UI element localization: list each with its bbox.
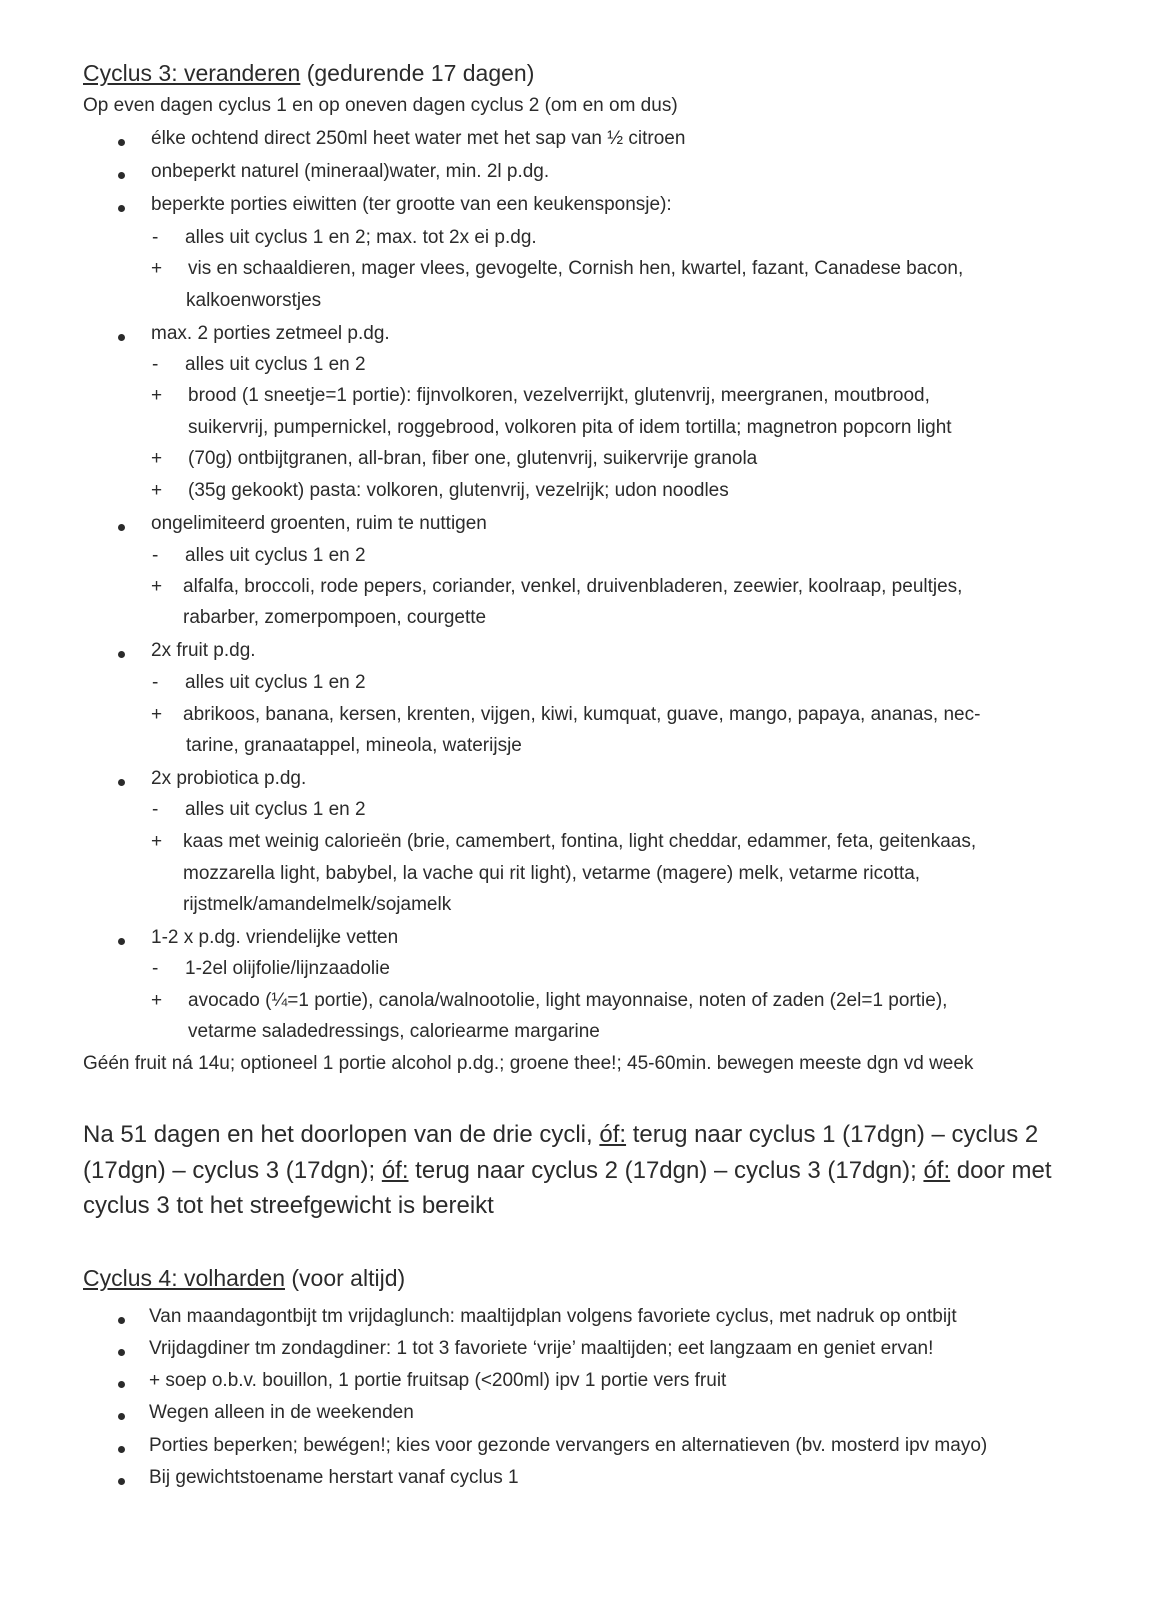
list-item: 1-2 x p.dg. vriendelijke vetten	[151, 927, 399, 948]
list-item: onbeperkt naturel (mineraal)water, min. 2l p.dg.	[151, 161, 550, 182]
plus-mark: +	[151, 448, 163, 469]
sub-item-cont: kalkoenworstjes	[186, 290, 322, 311]
na51-text: terug naar cyclus 1 (17dgn) – cyclus 2	[626, 1121, 1039, 1148]
minus-mark: -	[152, 227, 159, 248]
bullet-dot	[118, 1413, 125, 1420]
bullet-dot	[118, 205, 125, 212]
list-item: Porties beperken; bewégen!; kies voor gezonde vervangers en alternatieven (bv. mosterd ipv mayo)	[149, 1435, 988, 1456]
bullet-dot	[118, 139, 125, 146]
na51-line-1	[83, 1119, 1038, 1151]
na51-text: (17dgn) – cyclus 3 (17dgn);	[83, 1157, 382, 1184]
list-item: Vrijdagdiner tm zondagdiner: 1 tot 3 favoriete ‘vrije’ maaltijden; eet langzaam en geniet ervan!	[149, 1338, 934, 1359]
minus-mark: -	[152, 799, 159, 820]
cyclus3-title-rest: (gedurende 17 dagen)	[300, 60, 535, 86]
minus-mark: -	[152, 958, 159, 979]
bullet-dot	[118, 1478, 125, 1485]
sub-item-cont: vetarme saladedressings, caloriearme margarine	[188, 1021, 600, 1042]
plus-mark: +	[151, 990, 163, 1011]
sub-item: alles uit cyclus 1 en 2; max. tot 2x ei p.dg.	[185, 227, 537, 248]
list-item: Wegen alleen in de weekenden	[149, 1402, 414, 1423]
sub-item: alfalfa, broccoli, rode pepers, coriander, venkel, druivenbladeren, zeewier, koolraap, peultjes,	[183, 576, 963, 597]
list-item: ongelimiteerd groenten, ruim te nuttigen	[151, 513, 487, 534]
sub-item: alles uit cyclus 1 en 2	[185, 354, 366, 375]
sub-item: 1-2el olijfolie/lijnzaadolie	[185, 958, 390, 979]
sub-item: brood (1 sneetje=1 portie): fijnvolkoren, vezelverrijkt, glutenvrij, meergranen, moutbrood,	[188, 385, 930, 406]
sub-item: (70g) ontbijtgranen, all-bran, fiber one, glutenvrij, suikervrije granola	[188, 448, 758, 469]
plus-mark: +	[151, 480, 163, 501]
bullet-dot	[118, 1349, 125, 1356]
na51-text: terug naar cyclus 2 (17dgn) – cyclus 3 (17dgn);	[408, 1157, 924, 1184]
minus-mark: -	[152, 545, 159, 566]
sub-item: alles uit cyclus 1 en 2	[185, 545, 366, 566]
list-item: Van maandagontbijt tm vrijdaglunch: maaltijdplan volgens favoriete cyclus, met nadruk op ontbijt	[149, 1306, 957, 1327]
plus-mark: +	[151, 576, 163, 597]
cyclus4-heading	[83, 1264, 405, 1292]
minus-mark: -	[152, 354, 159, 375]
bullet-dot	[118, 172, 125, 179]
sub-item-cont: rabarber, zomerpompoen, courgette	[183, 607, 487, 628]
plus-mark: +	[151, 831, 163, 852]
list-item: 2x fruit p.dg.	[151, 640, 256, 661]
sub-item-cont: mozzarella light, babybel, la vache qui rit light), vetarme (magere) melk, vetarme ricotta,	[183, 863, 921, 884]
bullet-dot	[118, 334, 125, 341]
list-item: max. 2 porties zetmeel p.dg.	[151, 323, 390, 344]
cyclus4-title-rest: (voor altijd)	[285, 1265, 406, 1291]
na51-text: door met	[950, 1157, 1052, 1184]
list-item: Bij gewichtstoename herstart vanaf cyclus 1	[149, 1467, 519, 1488]
bullet-dot	[118, 1317, 125, 1324]
list-item: + soep o.b.v. bouillon, 1 portie fruitsap (<200ml) ipv 1 portie vers fruit	[149, 1370, 727, 1391]
sub-item: avocado (¼=1 portie), canola/walnootolie, light mayonnaise, noten of zaden (2el=1 portie),	[188, 990, 948, 1011]
cyclus3-intro: Op even dagen cyclus 1 en op oneven dagen cyclus 2 (om en om dus)	[83, 95, 678, 116]
plus-mark: +	[151, 704, 163, 725]
bullet-dot	[118, 779, 125, 786]
plus-mark: +	[151, 385, 163, 406]
na51-text: Na 51 dagen en het doorlopen van de drie cycli,	[83, 1121, 600, 1148]
bullet-dot	[118, 938, 125, 945]
sub-item: alles uit cyclus 1 en 2	[185, 672, 366, 693]
minus-mark: -	[152, 672, 159, 693]
sub-item-cont: rijstmelk/amandelmelk/sojamelk	[183, 894, 452, 915]
na51-line-3: cyclus 3 tot het streefgewicht is bereikt	[83, 1192, 494, 1219]
cyclus3-footer: Géén fruit ná 14u; optioneel 1 portie alcohol p.dg.; groene thee!; 45-60min. bewegen meeste dgn vd week	[83, 1053, 974, 1074]
list-item: 2x probiotica p.dg.	[151, 768, 307, 789]
sub-item: (35g gekookt) pasta: volkoren, glutenvrij, vezelrijk; udon noodles	[188, 480, 729, 501]
list-item: élke ochtend direct 250ml heet water met het sap van ½ citroen	[151, 128, 686, 149]
list-item: beperkte porties eiwitten (ter grootte van een keukensponsje):	[151, 194, 672, 215]
cyclus3-title: Cyclus 3: veranderen	[83, 60, 301, 86]
of-label: óf:	[923, 1157, 951, 1184]
sub-item-cont: suikervrij, pumpernickel, roggebrood, volkoren pita of idem tortilla; magnetron popcorn light	[188, 417, 952, 438]
of-label: óf:	[381, 1157, 409, 1184]
cyclus4-title: Cyclus 4: volharden	[83, 1265, 285, 1291]
plus-mark: +	[151, 258, 163, 279]
na51-line-2	[83, 1155, 1052, 1187]
sub-item: vis en schaaldieren, mager vlees, gevogelte, Cornish hen, kwartel, fazant, Canadese bacon,	[188, 258, 964, 279]
bullet-dot	[118, 1446, 125, 1453]
bullet-dot	[118, 1381, 125, 1388]
bullet-dot	[118, 524, 125, 531]
sub-item-cont: tarine, granaatappel, mineola, waterijsje	[186, 735, 522, 756]
sub-item: alles uit cyclus 1 en 2	[185, 799, 366, 820]
bullet-dot	[118, 651, 125, 658]
cyclus3-heading	[83, 59, 534, 87]
sub-item: abrikoos, banana, kersen, krenten, vijgen, kiwi, kumquat, guave, mango, papaya, ananas, nec-	[183, 704, 981, 725]
sub-item: kaas met weinig calorieën (brie, camembert, fontina, light cheddar, edammer, feta, geitenkaas,	[183, 831, 977, 852]
of-label: óf:	[599, 1121, 627, 1148]
